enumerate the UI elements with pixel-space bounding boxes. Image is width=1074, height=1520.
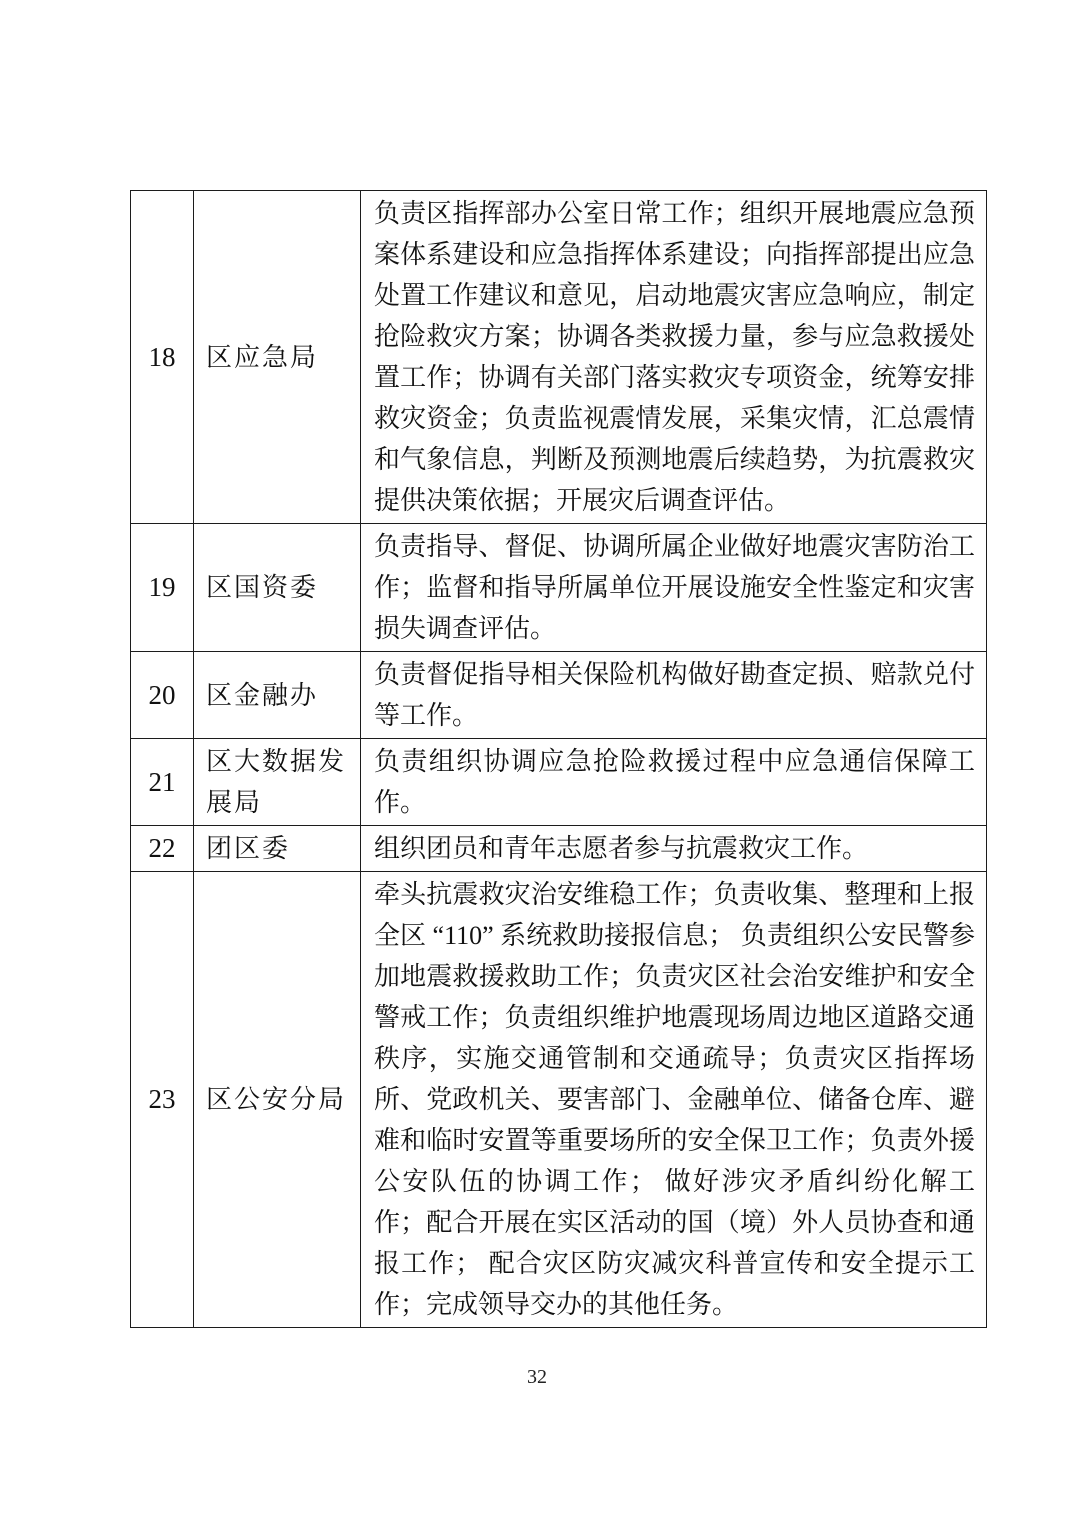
duties-cell: 负责督促指导相关保险机构做好勘查定损、赔款兑付等工作。: [361, 652, 987, 739]
duties-table: [130, 190, 987, 1328]
table-row: [131, 739, 987, 826]
department-cell: 区国资委: [194, 524, 361, 652]
page-number: 32: [527, 1366, 547, 1388]
duties-cell: 牵头抗震救灾治安维稳工作；负责收集、整理和上报全区 “110” 系统救助接报信息； 负责组织公安民警参加地震救援救助工作；负责灾区社会治安维护和安全警戒工作；负责组织维护地震现场周边地区道路交通秩序，实施交通管制和交通疏导；负责灾区指挥场所、党政机关、要害部门、金融单位、储备仓库、避难和临时安置等重要场所的安全保卫工作；负责外援公安队伍的协调工作； 做好涉灾矛盾纠纷化解工作；配合开展在实区活动的国（境）外人员协查和通报工作； 配合灾区防灾减灾科普宣传和安全提示工作；完成领导交办的其他任务。: [361, 872, 987, 1328]
row-number-cell: 20: [131, 652, 194, 739]
row-number-cell: 18: [131, 191, 194, 524]
row-number-cell: 23: [131, 872, 194, 1328]
duties-cell: 负责区指挥部办公室日常工作；组织开展地震应急预案体系建设和应急指挥体系建设；向指挥部提出应急处置工作建议和意见，启动地震灾害应急响应，制定抢险救灾方案；协调各类救援力量，参与应急救援处置工作；协调有关部门落实救灾专项资金，统筹安排救灾资金；负责监视震情发展，采集灾情，汇总震情和气象信息，判断及预测地震后续趋势，为抗震救灾提供决策依据；开展灾后调查评估。: [361, 191, 987, 524]
department-cell: 区应急局: [194, 191, 361, 524]
table-row: [131, 872, 987, 1328]
row-number-cell: 21: [131, 739, 194, 826]
department-cell: 区公安分局: [194, 872, 361, 1328]
duties-cell: 负责指导、督促、协调所属企业做好地震灾害防治工作；监督和指导所属单位开展设施安全性鉴定和灾害损失调查评估。: [361, 524, 987, 652]
table-row: [131, 524, 987, 652]
table-row: [131, 826, 987, 872]
department-cell: 区金融办: [194, 652, 361, 739]
table-row: [131, 191, 987, 524]
department-cell: 团区委: [194, 826, 361, 872]
row-number-cell: 19: [131, 524, 194, 652]
duties-cell: 组织团员和青年志愿者参与抗震救灾工作。: [361, 826, 987, 872]
table-row: [131, 652, 987, 739]
row-number-cell: 22: [131, 826, 194, 872]
duties-cell: 负责组织协调应急抢险救援过程中应急通信保障工作。: [361, 739, 987, 826]
department-cell: 区大数据发展局: [194, 739, 361, 826]
